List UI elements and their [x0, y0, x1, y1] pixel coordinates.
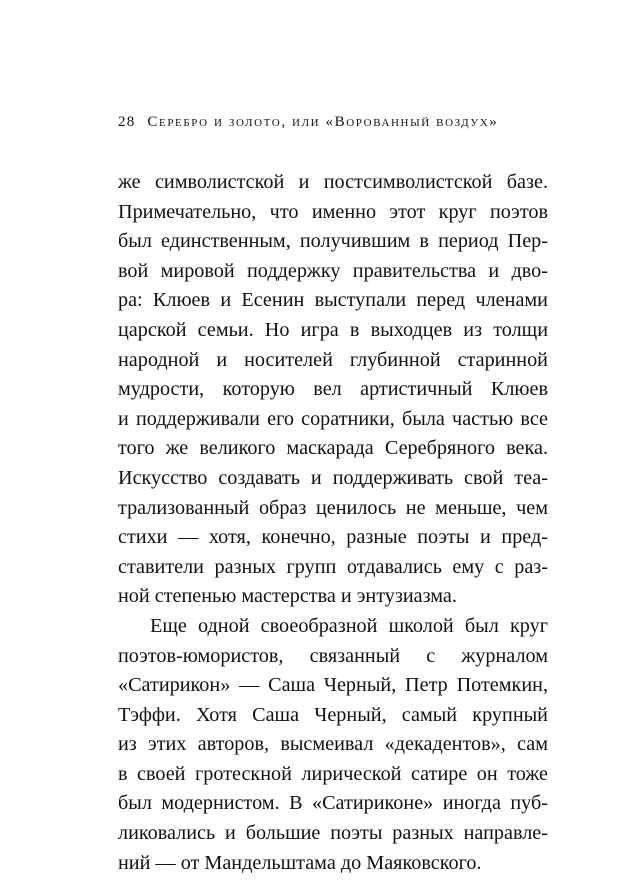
text-line: ний — от Мандельштама до Маяковского. — [118, 851, 482, 874]
text-line: Тэффи. Хотя Саша Черный, самый крупный — [118, 703, 548, 726]
text-line: трализованный образ ценилось не меньше, чем — [118, 496, 548, 519]
text-line: стихи — хотя, конечно, разные поэты и пред- — [118, 526, 548, 549]
text-line: поэтов-юмористов, связанный с журналом — [118, 644, 548, 667]
paragraph — [118, 168, 548, 612]
text-line: был модернистом. В «Сатириконе» иногда пуб- — [118, 792, 548, 815]
text-line: же символистской и постсимволистской базе. — [118, 171, 548, 193]
paragraph — [118, 612, 548, 878]
text-line: был единственным, получившим в период Пер- — [118, 230, 548, 253]
text-line: «Сатирикон» — Саша Черный, Петр Потемкин, — [118, 674, 548, 697]
page-number: 28 — [118, 114, 136, 130]
text-line: Примечательно, что именно этот круг поэтов — [118, 200, 548, 223]
text-line: Искусство создавать и поддерживать свой теа- — [118, 466, 548, 489]
text-line: того же великого маскарада Серебряного века. — [118, 437, 548, 460]
text-line: ликовались и большие поэты разных направле- — [118, 822, 548, 845]
running-head-title: Серебро и золото, или «Ворованный воздух» — [147, 114, 499, 130]
book-page — [118, 112, 548, 878]
text-line: и поддерживали его соратники, была частью все — [118, 407, 548, 430]
text-line: Еще одной своеобразной школой был круг — [150, 614, 548, 637]
body-text — [118, 168, 548, 878]
text-line: из этих авторов, высмеивал «декадентов», сам — [118, 733, 548, 756]
text-line: ставители разных групп отдавались ему с раз- — [118, 555, 548, 578]
text-line: ной степенью мастерства и энтузиазма. — [118, 585, 457, 608]
text-line: ра: Клюев и Есенин выступали перед членами — [118, 289, 548, 312]
running-head — [118, 112, 548, 132]
text-line: царской семьи. Но игра в выходцев из толщи — [118, 318, 548, 341]
text-line: мудрости, которую вел артистичный Клюев — [118, 378, 548, 401]
text-line: в своей гротескной лирической сатире он тоже — [118, 762, 548, 785]
text-line: народной и носителей глубинной старинной — [118, 348, 548, 371]
text-line: вой мировой поддержку правительства и дво- — [118, 259, 548, 282]
